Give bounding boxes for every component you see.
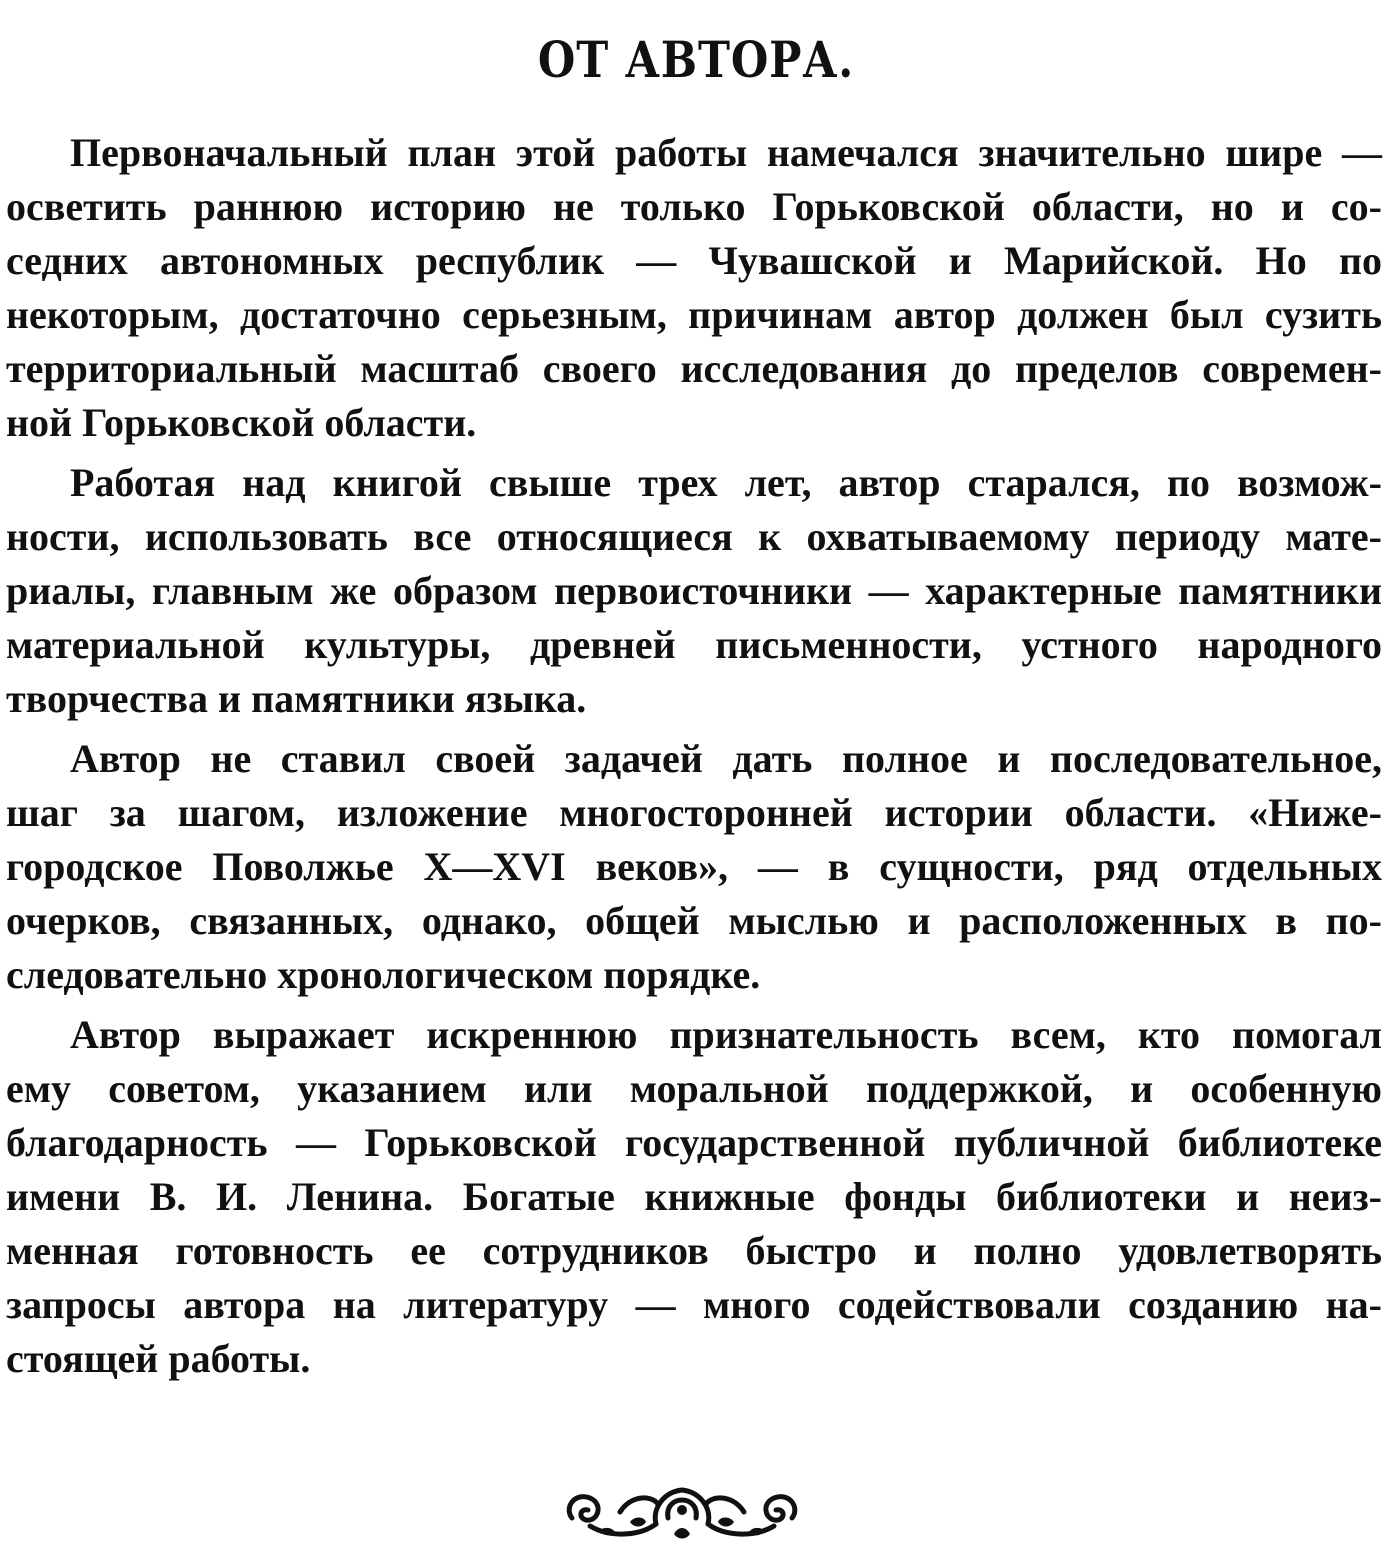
text-line: менная готовность ее сотрудников быстро и полно удовлетворять <box>6 1228 1382 1273</box>
text-line: ности, использовать все относящиеся к охватываемому периоду мате- <box>6 514 1382 559</box>
text-line: следовательно хронологическом порядке. <box>6 952 761 997</box>
text-line: очерков, связанных, однако, общей мыслью и расположенных в по- <box>6 898 1382 943</box>
text-line: некоторым, достаточно серьезным, причинам автор должен был сузить <box>6 292 1382 337</box>
text-line: ему советом, указанием или моральной поддержкой, и особенную <box>6 1066 1382 1111</box>
decorative-vignette-icon <box>560 1478 804 1548</box>
text-line: осветить раннюю историю не только Горьковской области, но и со- <box>6 184 1382 229</box>
text-line: благодарность — Горьковской государственной публичной библиотеке <box>6 1120 1382 1165</box>
text-line: Автор выражает искреннюю признательность всем, кто помогал <box>70 1012 1382 1057</box>
body-text <box>6 126 1382 1386</box>
text-line: седних автономных республик — Чувашской и Марийской. Но по <box>6 238 1382 283</box>
paragraph-4 <box>6 1008 1382 1386</box>
text-line: территориальный масштаб своего исследования до пределов современ- <box>6 346 1382 391</box>
text-line: творчества и памятники языка. <box>6 676 587 721</box>
page-title: ОТ АВТОРА. <box>537 30 855 89</box>
text-line: Первоначальный план этой работы намечался значительно шире — <box>70 130 1382 175</box>
paragraph-1 <box>6 126 1382 450</box>
text-line: запросы автора на литературу — много содействовали созданию на- <box>6 1282 1382 1327</box>
text-line: стоящей работы. <box>6 1336 311 1381</box>
text-line: Работая над книгой свыше трех лет, автор старался, по возмож- <box>70 460 1382 505</box>
text-line: имени В. И. Ленина. Богатые книжные фонды библиотеки и неиз- <box>6 1174 1382 1219</box>
text-line: Автор не ставил своей задачей дать полное и последовательное, <box>70 736 1382 781</box>
paragraph-2 <box>6 456 1382 726</box>
text-line: материальной культуры, древней письменности, устного народного <box>6 622 1382 667</box>
text-line: шаг за шагом, изложение многосторонней истории области. «Ниже- <box>6 790 1382 835</box>
paragraph-3 <box>6 732 1382 1002</box>
text-line: ной Горьковской области. <box>6 400 477 445</box>
text-line: городское Поволжье X—XVI веков», — в сущности, ряд отдельных <box>6 844 1382 889</box>
text-line: риалы, главным же образом первоисточники — характерные памятники <box>6 568 1382 613</box>
